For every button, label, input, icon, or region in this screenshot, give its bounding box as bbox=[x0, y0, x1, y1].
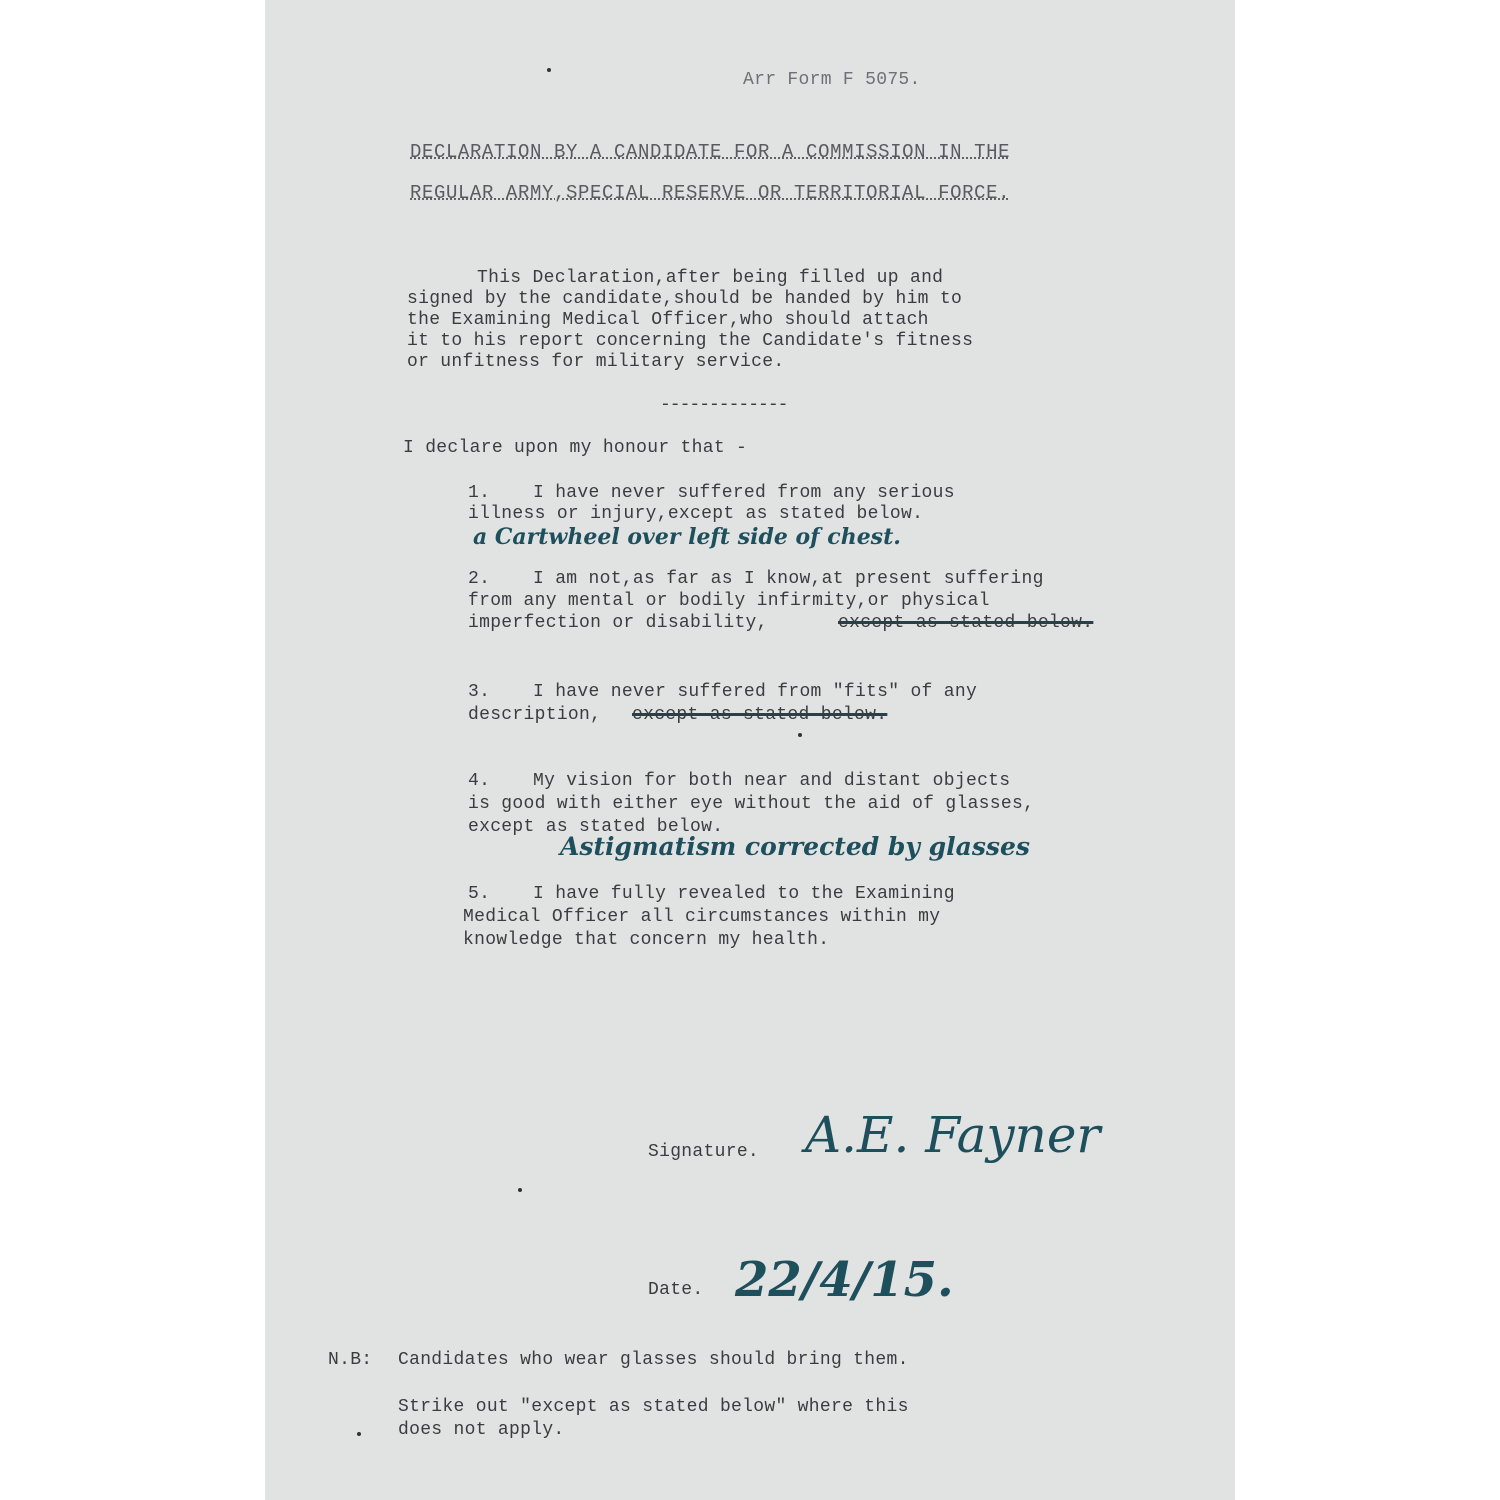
item-3-struck-text: except as stated below. bbox=[632, 705, 888, 725]
signature-label: Signature. bbox=[648, 1142, 760, 1162]
ink-speck bbox=[357, 1432, 361, 1436]
item-3-line-2: description, bbox=[468, 705, 602, 725]
item-4-line-2: is good with either eye without the aid of glasses, bbox=[468, 794, 1035, 814]
separator-line: ------------- bbox=[660, 395, 788, 415]
ink-speck bbox=[518, 1188, 522, 1192]
declare-statement: I declare upon my honour that - bbox=[403, 438, 748, 458]
intro-line-2: signed by the candidate,should be handed by him to bbox=[407, 289, 963, 309]
form-title-line-2: REGULAR ARMY,SPECIAL RESERVE OR TERRITORIAL FORCE. bbox=[410, 182, 1011, 204]
date-handwritten: 22/4/15. bbox=[735, 1252, 954, 1308]
nb-label: N.B: bbox=[328, 1350, 373, 1370]
item-4-number: 4. bbox=[468, 771, 491, 791]
item-5-line-2: Medical Officer all circumstances within my bbox=[463, 907, 941, 927]
item-2-line-3: imperfection or disability, bbox=[468, 613, 768, 633]
intro-line-4: it to his report concerning the Candidate's fitness bbox=[407, 331, 974, 351]
item-2-line-2: from any mental or bodily infirmity,or physical bbox=[468, 591, 990, 611]
ink-speck bbox=[798, 733, 802, 737]
ink-speck bbox=[547, 68, 551, 72]
item-4-line-1: My vision for both near and distant objects bbox=[533, 771, 1011, 791]
date-label: Date. bbox=[648, 1280, 704, 1300]
item-3-line-1: I have never suffered from "fits" of any bbox=[533, 682, 978, 702]
form-title-line-1: DECLARATION BY A CANDIDATE FOR A COMMISSION IN THE bbox=[410, 141, 1011, 163]
item-4-handwritten-note: Astigmatism corrected by glasses bbox=[560, 832, 1030, 861]
item-5-line-3: knowledge that concern my health. bbox=[463, 930, 830, 950]
item-2-line-1: I am not,as far as I know,at present suffering bbox=[533, 569, 1044, 589]
intro-line-5: or unfitness for military service. bbox=[407, 352, 785, 372]
item-3-number: 3. bbox=[468, 682, 491, 702]
intro-line-1: This Declaration,after being filled up and bbox=[477, 268, 944, 288]
document-page bbox=[265, 0, 1235, 1500]
item-4-line-3: except as stated below. bbox=[468, 817, 724, 837]
item-1-handwritten-note: a Cartwheel over left side of chest. bbox=[473, 524, 901, 550]
item-5-number: 5. bbox=[468, 884, 491, 904]
item-2-struck-text: except as stated below. bbox=[838, 613, 1094, 633]
strike-instruction-line-2: does not apply. bbox=[398, 1420, 565, 1440]
item-1-number: 1. bbox=[468, 483, 491, 503]
item-1-line-2: illness or injury,except as stated below. bbox=[468, 504, 924, 524]
form-number: Arr Form F 5075. bbox=[743, 70, 921, 90]
nb-text: Candidates who wear glasses should bring them. bbox=[398, 1350, 909, 1370]
intro-line-3: the Examining Medical Officer,who should attach bbox=[407, 310, 929, 330]
item-5-line-1: I have fully revealed to the Examining bbox=[533, 884, 955, 904]
item-1-line-1: I have never suffered from any serious bbox=[533, 483, 955, 503]
signature-handwritten: A.E. Fayner bbox=[805, 1106, 1101, 1164]
strike-instruction-line-1: Strike out "except as stated below" where this bbox=[398, 1397, 909, 1417]
item-2-number: 2. bbox=[468, 569, 491, 589]
